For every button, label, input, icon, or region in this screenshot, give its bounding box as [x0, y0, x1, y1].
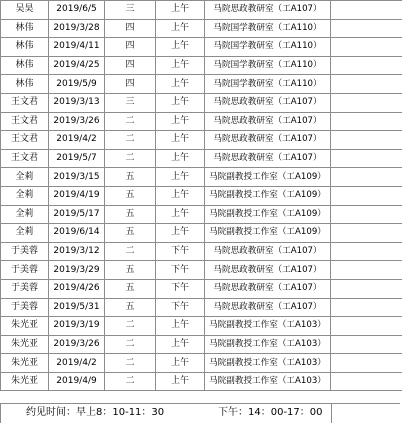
location-cell[interactable]: 马院国学教研室（工A110）: [205, 38, 331, 57]
teacher-name-cell[interactable]: 吴昊: [1, 1, 49, 20]
period-cell[interactable]: 上午: [156, 149, 205, 168]
weekday-cell[interactable]: 二: [105, 372, 156, 391]
teacher-name-cell[interactable]: 于美蓉: [1, 298, 49, 317]
date-cell[interactable]: 2019/6/14: [49, 224, 105, 243]
period-cell[interactable]: 上午: [156, 168, 205, 187]
period-cell[interactable]: 下午: [156, 242, 205, 261]
empty-cell[interactable]: [331, 335, 402, 354]
table-row: [1, 372, 402, 391]
teacher-name-cell[interactable]: 于美蓉: [1, 261, 49, 280]
weekday-cell[interactable]: 五: [105, 224, 156, 243]
table-row: [1, 19, 402, 38]
table-row: [1, 354, 402, 373]
table-row: [1, 335, 402, 354]
date-cell[interactable]: 2019/4/9: [49, 372, 105, 391]
weekday-cell[interactable]: 二: [105, 354, 156, 373]
afternoon-hours: 下午：14：00-17：00: [218, 406, 323, 420]
empty-cell[interactable]: [331, 186, 402, 205]
teacher-name-cell[interactable]: 全莉: [1, 224, 49, 243]
weekday-cell[interactable]: 二: [105, 335, 156, 354]
date-cell[interactable]: 2019/3/12: [49, 242, 105, 261]
location-cell[interactable]: 马院副教授工作室（工A109）: [205, 224, 331, 243]
date-cell[interactable]: 2019/4/2: [49, 131, 105, 150]
empty-cell[interactable]: [331, 112, 402, 131]
weekday-cell[interactable]: 二: [105, 149, 156, 168]
weekday-cell[interactable]: 四: [105, 19, 156, 38]
empty-cell[interactable]: [331, 149, 402, 168]
empty-cell[interactable]: [331, 354, 402, 373]
teacher-name-cell[interactable]: 朱光亚: [1, 354, 49, 373]
period-cell[interactable]: 下午: [156, 261, 205, 280]
date-cell[interactable]: 2019/6/5: [49, 1, 105, 20]
period-cell[interactable]: 上午: [156, 335, 205, 354]
weekday-cell[interactable]: 四: [105, 56, 156, 75]
weekday-cell[interactable]: 五: [105, 205, 156, 224]
teacher-name-cell[interactable]: 王文君: [1, 93, 49, 112]
teacher-name-cell[interactable]: 全莉: [1, 186, 49, 205]
empty-cell[interactable]: [331, 242, 402, 261]
date-cell[interactable]: 2019/3/28: [49, 19, 105, 38]
morning-hours: 约见时间：早上8：10-11：30: [26, 406, 164, 420]
footer-divider: [331, 404, 332, 423]
table-row: [1, 317, 402, 336]
empty-cell[interactable]: [331, 317, 402, 336]
table-row: [1, 75, 402, 94]
period-cell[interactable]: 下午: [156, 279, 205, 298]
date-cell[interactable]: 2019/4/2: [49, 354, 105, 373]
period-cell[interactable]: 上午: [156, 131, 205, 150]
date-cell[interactable]: 2019/4/25: [49, 56, 105, 75]
table-row: [1, 1, 402, 20]
weekday-cell[interactable]: 二: [105, 242, 156, 261]
location-cell[interactable]: 马院副教授工作室（工A103）: [205, 372, 331, 391]
empty-cell[interactable]: [331, 131, 402, 150]
location-cell[interactable]: 马院副教授工作室（工A109）: [205, 186, 331, 205]
weekday-cell[interactable]: 五: [105, 168, 156, 187]
location-cell[interactable]: 马院副教授工作室（工A109）: [205, 168, 331, 187]
weekday-cell[interactable]: 五: [105, 186, 156, 205]
empty-cell[interactable]: [331, 205, 402, 224]
table-row: [1, 205, 402, 224]
table-row: [1, 38, 402, 57]
location-cell[interactable]: 马院思政教研室（工A107）: [205, 279, 331, 298]
period-cell[interactable]: 上午: [156, 93, 205, 112]
teacher-name-cell[interactable]: 朱光亚: [1, 335, 49, 354]
location-cell[interactable]: 马院国学教研室（工A110）: [205, 75, 331, 94]
date-cell[interactable]: 2019/4/26: [49, 279, 105, 298]
teacher-name-cell[interactable]: 朱光亚: [1, 372, 49, 391]
empty-cell[interactable]: [331, 38, 402, 57]
table-row: [1, 149, 402, 168]
empty-cell[interactable]: [331, 93, 402, 112]
weekday-cell[interactable]: 二: [105, 317, 156, 336]
location-cell[interactable]: 马院思政教研室（工A107）: [205, 93, 331, 112]
teacher-name-cell[interactable]: 王文君: [1, 131, 49, 150]
period-cell[interactable]: 上午: [156, 354, 205, 373]
table-row: [1, 131, 402, 150]
weekday-cell[interactable]: 三: [105, 93, 156, 112]
empty-cell[interactable]: [331, 279, 402, 298]
empty-cell[interactable]: [331, 19, 402, 38]
table-row: [1, 112, 402, 131]
empty-cell[interactable]: [331, 1, 402, 20]
date-cell[interactable]: 2019/3/29: [49, 261, 105, 280]
date-cell[interactable]: 2019/5/9: [49, 75, 105, 94]
teacher-name-cell[interactable]: 林伟: [1, 38, 49, 57]
period-cell[interactable]: 上午: [156, 372, 205, 391]
period-cell[interactable]: 上午: [156, 38, 205, 57]
date-cell[interactable]: 2019/4/19: [49, 186, 105, 205]
period-cell[interactable]: 上午: [156, 205, 205, 224]
weekday-cell[interactable]: 五: [105, 279, 156, 298]
location-cell[interactable]: 马院思政教研室（工A107）: [205, 1, 331, 20]
period-cell[interactable]: 下午: [156, 298, 205, 317]
table-row: [1, 186, 402, 205]
location-cell[interactable]: 马院国学教研室（工A110）: [205, 56, 331, 75]
table-row: [1, 279, 402, 298]
empty-cell[interactable]: [331, 298, 402, 317]
table-row: [1, 298, 402, 317]
period-cell[interactable]: 上午: [156, 56, 205, 75]
date-cell[interactable]: 2019/3/19: [49, 317, 105, 336]
date-cell[interactable]: 2019/3/26: [49, 335, 105, 354]
period-cell[interactable]: 上午: [156, 1, 205, 20]
teacher-name-cell[interactable]: 王文君: [1, 149, 49, 168]
teacher-name-cell[interactable]: 全莉: [1, 205, 49, 224]
period-cell[interactable]: 上午: [156, 186, 205, 205]
teacher-name-cell[interactable]: 林伟: [1, 75, 49, 94]
teacher-name-cell[interactable]: 林伟: [1, 56, 49, 75]
weekday-cell[interactable]: 二: [105, 112, 156, 131]
date-cell[interactable]: 2019/4/11: [49, 38, 105, 57]
date-cell[interactable]: 2019/3/13: [49, 93, 105, 112]
schedule-table-body: [1, 1, 402, 391]
empty-cell[interactable]: [331, 261, 402, 280]
teacher-name-cell[interactable]: 王文君: [1, 112, 49, 131]
weekday-cell[interactable]: 四: [105, 75, 156, 94]
empty-cell[interactable]: [331, 168, 402, 187]
empty-cell[interactable]: [331, 224, 402, 243]
teacher-name-cell[interactable]: 林伟: [1, 19, 49, 38]
teacher-name-cell[interactable]: 于美蓉: [1, 242, 49, 261]
location-cell[interactable]: 马院思政教研室（工A107）: [205, 112, 331, 131]
location-cell[interactable]: 马院副教授工作室（工A109）: [205, 205, 331, 224]
empty-cell[interactable]: [331, 372, 402, 391]
weekday-cell[interactable]: 五: [105, 298, 156, 317]
table-row: [1, 56, 402, 75]
period-cell[interactable]: 上午: [156, 19, 205, 38]
table-row: [1, 168, 402, 187]
date-cell[interactable]: 2019/3/26: [49, 112, 105, 131]
location-cell[interactable]: 马院思政教研室（工A107）: [205, 298, 331, 317]
weekday-cell[interactable]: 四: [105, 38, 156, 57]
period-cell[interactable]: 上午: [156, 317, 205, 336]
weekday-cell[interactable]: 二: [105, 131, 156, 150]
table-row: [1, 224, 402, 243]
weekday-cell[interactable]: 三: [105, 1, 156, 20]
period-cell[interactable]: 上午: [156, 75, 205, 94]
location-cell[interactable]: 马院副教授工作室（工A103）: [205, 354, 331, 373]
date-cell[interactable]: 2019/5/7: [49, 149, 105, 168]
date-cell[interactable]: 2019/3/15: [49, 168, 105, 187]
empty-cell[interactable]: [331, 56, 402, 75]
location-cell[interactable]: 马院思政教研室（工A107）: [205, 242, 331, 261]
table-row: [1, 261, 402, 280]
period-cell[interactable]: 上午: [156, 112, 205, 131]
table-row: [1, 242, 402, 261]
table-row: [1, 93, 402, 112]
weekday-cell[interactable]: 五: [105, 261, 156, 280]
period-cell[interactable]: 上午: [156, 224, 205, 243]
location-cell[interactable]: 马院副教授工作室（工A103）: [205, 335, 331, 354]
teacher-name-cell[interactable]: 全莉: [1, 168, 49, 187]
teacher-name-cell[interactable]: 朱光亚: [1, 317, 49, 336]
footer-left-border: [0, 404, 1, 423]
footer-row: [0, 403, 400, 423]
location-cell[interactable]: 马院思政教研室（工A107）: [205, 149, 331, 168]
location-cell[interactable]: 马院思政教研室（工A107）: [205, 261, 331, 280]
empty-cell[interactable]: [331, 75, 402, 94]
teacher-name-cell[interactable]: 于美蓉: [1, 279, 49, 298]
date-cell[interactable]: 2019/5/31: [49, 298, 105, 317]
location-cell[interactable]: 马院副教授工作室（工A103）: [205, 317, 331, 336]
location-cell[interactable]: 马院国学教研室（工A110）: [205, 19, 331, 38]
location-cell[interactable]: 马院思政教研室（工A107）: [205, 131, 331, 150]
date-cell[interactable]: 2019/5/17: [49, 205, 105, 224]
